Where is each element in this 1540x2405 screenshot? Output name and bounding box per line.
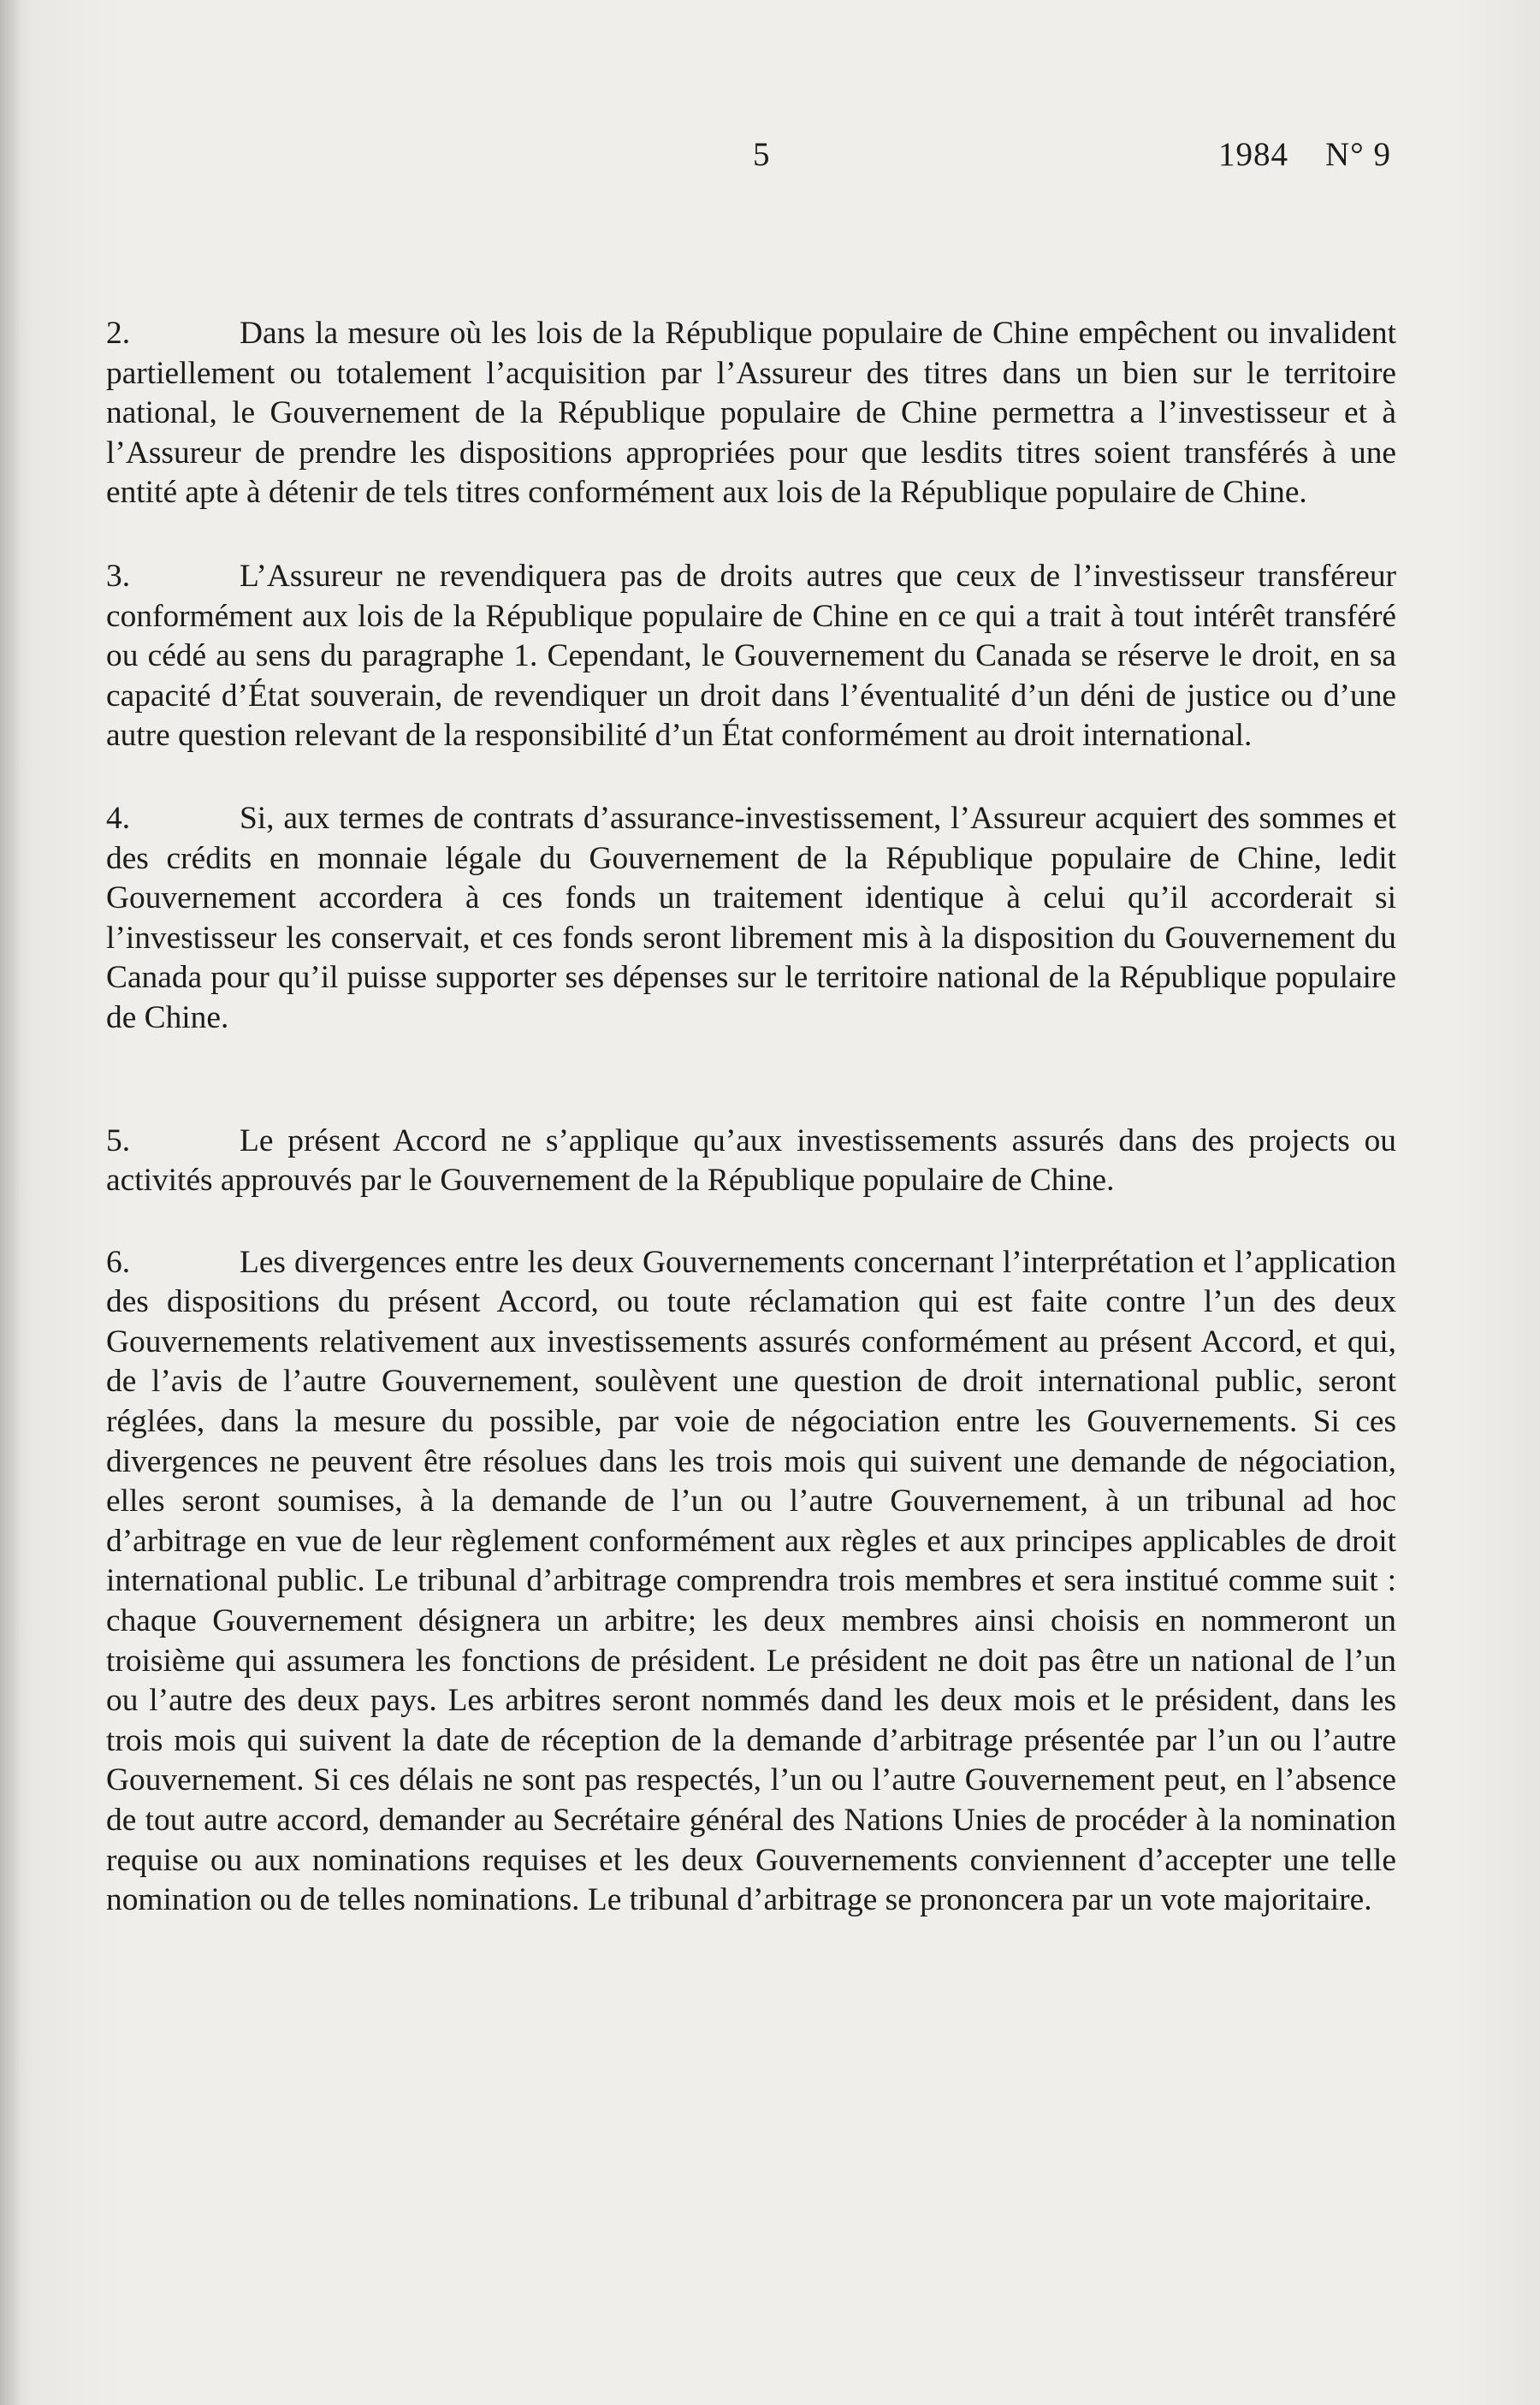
paragraph-text: Si, aux termes de contrats d’assurance-investissement, l’Assureur acquiert des sommes et des crédits en monnaie légale du Gouvernement de la République populaire de Chine, ledit Gouvernement accordera à ces fonds un traitement identique à celui qu’il accorderait si l’investisseur les conservait, et ces fonds seront librement mis à la disposition du Gouvernement du Canada pour qu’il puisse supporter ses dépenses sur le territoire national de la République populaire de Chine. [106, 800, 1396, 1035]
paragraph-text: Dans la mesure où les lois de la République populaire de Chine empêchent ou invalident partiellement ou totalement l’acquisition par l’Assureur des titres dans un bien sur le territoire national, le Gouvernement de la République populaire de Chine permettra a l’investisseur et à l’Assureur de prendre les dispositions appropriées pour que lesdits titres soient transférés à une entité apte à détenir de tels titres conformément aux lois de la République populaire de Chine. [106, 316, 1396, 511]
treaty-year-number: 1984 N° 9 [1218, 136, 1392, 173]
paragraph-number: 3. [106, 558, 131, 594]
paragraph-2 [106, 314, 1396, 513]
document-body [106, 314, 1396, 1921]
page-header [0, 135, 1540, 187]
paragraph-text: Le présent Accord ne s’applique qu’aux investissements assurés dans des projects ou activités approuvés par le Gouvernement de la République populaire de Chine. [106, 1123, 1396, 1199]
paragraph-6 [106, 1243, 1396, 1921]
paragraph-number: 6. [106, 1244, 131, 1280]
page-spine-shadow [0, 0, 19, 2405]
paragraph-3 [106, 557, 1396, 756]
paragraph-text: Les divergences entre les deux Gouvernements concernant l’interprétation et l’application des dispositions du présent Accord, ou toute réclamation qui est faite contre l’un des deux Gouvernements relativement aux investissements assurés conformément au présent Accord, et qui, de l’avis de l’autre Gouvernement, soulèvent une question de droit international public, seront réglées, dans la mesure du possible, par voie de négociation entre les Gouvernements. Si ces divergences ne peuvent être résolues dans les trois mois qui suivent une demande de négociation, elles seront soumises, à la demande de l’un ou l’autre Gouvernement, à un tribunal ad hoc d’arbitrage en vue de leur règlement conformément aux règles et aux principes applicables de droit international public. Le tribunal d’arbitrage comprendra trois membres et sera institué comme suit : chaque Gouvernement désignera un arbitre; les deux membres ainsi choisis en nommeront un troisième qui assumera les fonctions de président. Le président ne doit pas être un national de l’un ou l’autre des deux pays. Les arbitres seront nommés dand les deux mois et le président, dans les trois mois qui suivent la date de réception de la demande d’arbitrage présentée par l’un ou l’autre Gouvernement. Si ces délais ne sont pas respectés, l’un ou l’autre Gouvernement peut, en l’absence de tout autre accord, demander au Secrétaire général des Nations Unies de procéder à la nomination requise ou aux nominations requises et les deux Gouvernements conviennent d’accepter une telle nomination ou de telles nominations. Le tribunal d’arbitrage se prononcera par un vote majoritaire. [106, 1244, 1396, 1918]
paragraph-number: 2. [106, 316, 131, 351]
paragraph-number: 5. [106, 1123, 131, 1158]
paragraph-5 [106, 1122, 1396, 1201]
page-number: 5 [753, 136, 770, 173]
paragraph-number: 4. [106, 800, 131, 836]
paragraph-text: L’Assureur ne revendiquera pas de droits autres que ceux de l’investisseur transféreur conformément aux lois de la République populaire de Chine en ce qui a trait à tout intérêt transféré ou cédé au sens du paragraphe 1. Cependant, le Gouvernement du Canada se réserve le droit, en sa capacité d’État souverain, de revendiquer un droit dans l’éventualité d’un déni de justice ou d’une autre question relevant de la responsibilité d’un État conformément au droit international. [106, 558, 1396, 754]
paragraph-4 [106, 799, 1396, 1039]
